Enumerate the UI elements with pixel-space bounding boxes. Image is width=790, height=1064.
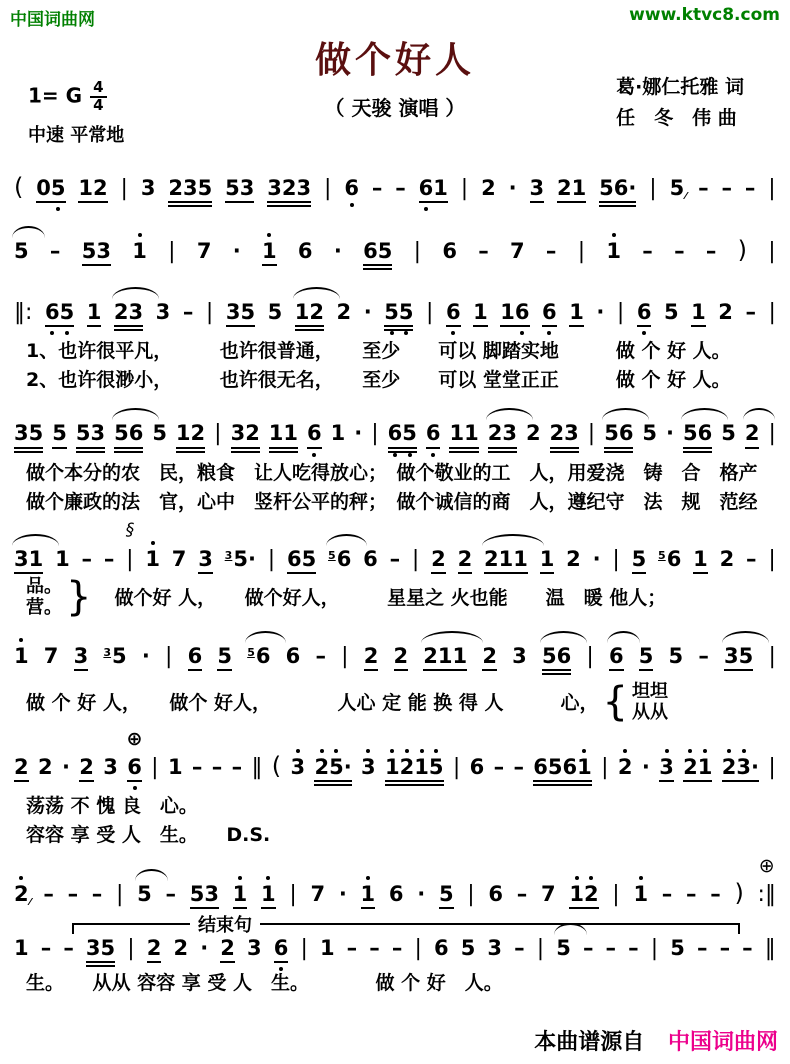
music-token: | xyxy=(768,300,776,326)
music-token: – xyxy=(719,936,731,961)
music-token: 2 xyxy=(431,547,446,574)
music-token: 2 xyxy=(617,754,633,779)
music-line-6 xyxy=(0,644,790,675)
music-token: – xyxy=(191,754,203,779)
music-token: – xyxy=(698,643,709,668)
music-token: | xyxy=(289,881,297,907)
music-token: 05 xyxy=(36,176,65,203)
music-token: – xyxy=(315,643,326,668)
music-token: – xyxy=(721,176,732,200)
music-token: | xyxy=(300,936,308,962)
music-token: – xyxy=(346,936,358,961)
music-token: 2 xyxy=(719,546,735,571)
music-token: – xyxy=(182,300,194,325)
music-token: ) xyxy=(737,236,748,265)
music-token: | xyxy=(768,546,776,572)
lyric-final: 生。 从从 容容 享 受 人 生。 做 个 好 人。 xyxy=(26,972,503,995)
music-token: – xyxy=(705,239,717,264)
music-token: $^5$6 xyxy=(328,546,352,571)
music-token: | xyxy=(452,754,461,780)
music-token: – xyxy=(516,881,528,906)
music-token: 5 xyxy=(152,421,167,446)
coda-icon: ⊕ xyxy=(758,854,775,877)
grace-note: 5 xyxy=(247,645,255,659)
music-token: | xyxy=(151,754,159,780)
music-token: 1 xyxy=(691,300,706,327)
music-token: 56 xyxy=(114,421,143,452)
music-line-7 xyxy=(0,727,790,786)
tempo-marking: 中速 平常地 xyxy=(28,124,125,146)
music-token: 3 xyxy=(103,754,118,779)
music-token: 5 xyxy=(663,300,679,325)
music-token: 5 xyxy=(670,936,685,961)
music-token: | xyxy=(127,936,135,962)
music-token: | xyxy=(650,936,659,962)
music-token: 235 xyxy=(168,176,212,207)
music-token: – xyxy=(545,239,557,264)
lyric-chorus-2 xyxy=(0,678,790,725)
site-url-link[interactable]: www.ktvc8.com xyxy=(629,5,780,25)
music-token: 6 xyxy=(388,881,404,906)
music-token: – xyxy=(40,936,52,961)
lyric-verse-2: 2、也许很渺小， 也许很无名， 至少 可以 堂堂正正 做 个 好 人。 xyxy=(26,369,731,392)
music-token: 1 xyxy=(319,936,335,961)
lyric-tail-1: 荡荡 不 愧 良 心。 xyxy=(26,794,198,817)
music-line-8 xyxy=(0,854,790,909)
music-token: ‖ xyxy=(251,754,263,780)
music-token: ) xyxy=(734,878,744,907)
lyric-verse-1: 1、也许很平凡， 也许很普通， 至少 可以 脚踏实地 做 个 好 人。 xyxy=(26,340,731,363)
music-token: 3 xyxy=(140,176,156,200)
music-token: – xyxy=(389,546,401,571)
music-token: – xyxy=(642,239,653,264)
music-token: 1 xyxy=(361,882,376,909)
music-token: · xyxy=(333,239,342,264)
grace-note: 5 xyxy=(658,548,666,562)
music-token: $^5$6 xyxy=(658,546,682,571)
music-line-1 xyxy=(0,174,790,207)
music-token: 3 xyxy=(659,755,674,782)
music-token: 211 xyxy=(423,644,467,671)
music-line-9 xyxy=(0,936,790,967)
music-token: 3 xyxy=(74,644,89,671)
music-token: 1 xyxy=(14,643,29,668)
music-token: 56· xyxy=(599,176,636,207)
grace-note: 3 xyxy=(224,548,233,562)
music-token: 3 xyxy=(487,936,503,961)
music-token: | xyxy=(425,300,434,326)
music-token: – xyxy=(81,546,92,571)
music-token: – xyxy=(686,881,697,906)
music-token: 23 xyxy=(114,300,143,331)
music-token: – xyxy=(49,239,61,264)
music-token: 61 xyxy=(419,176,448,203)
music-token: · xyxy=(354,421,363,446)
music-token: – xyxy=(391,936,403,961)
chorus-text-2: 做 个 好 人， 做个 好人， 人心 定 能 换 得 人 心， xyxy=(26,692,599,715)
music-token: $^3$5· xyxy=(224,546,256,571)
music-token: 6 xyxy=(363,546,378,571)
music-token: 1 xyxy=(540,547,555,574)
music-token: | xyxy=(586,643,594,669)
music-token: 1 xyxy=(330,421,346,446)
music-token: – xyxy=(696,936,708,961)
music-token: – xyxy=(371,176,383,200)
music-token: 6 xyxy=(488,881,504,906)
music-token: 3 xyxy=(361,754,376,779)
music-token: 32 xyxy=(231,421,260,452)
music-token: 35 xyxy=(724,644,753,671)
music-token: 5 xyxy=(217,644,232,671)
music-token: | xyxy=(165,643,173,669)
music-token: 53 xyxy=(82,239,111,266)
music-token: · xyxy=(641,754,650,779)
music-token: | xyxy=(341,643,349,669)
music-token: 6 xyxy=(637,300,652,327)
music-token: | xyxy=(768,239,776,265)
music-token: – xyxy=(744,176,756,200)
music-token: ‖ xyxy=(764,936,776,962)
music-token: :‖ ⊕ xyxy=(757,854,776,907)
music-token: 23 xyxy=(488,421,517,452)
music-token: 31 xyxy=(14,547,43,574)
lyric-bridge-2: 做个廉政的法 官，心中 竖杆公平的秤； 做个诚信的商 人，遵纪守 法 规 范经 xyxy=(26,490,758,513)
music-token: 12 xyxy=(569,882,598,909)
music-token: · xyxy=(61,754,70,779)
music-token: 1 xyxy=(145,546,160,571)
music-token: 56 xyxy=(604,421,633,452)
music-token: | xyxy=(601,754,609,780)
music-token: 211 xyxy=(484,547,528,574)
music-token: ‖: xyxy=(14,300,33,326)
music-token: · xyxy=(592,546,601,571)
music-token: 7 xyxy=(43,643,59,668)
music-token: – xyxy=(514,936,525,961)
music-token: 1 xyxy=(87,300,102,327)
music-token: 7 xyxy=(171,546,187,571)
music-token: · xyxy=(141,643,150,668)
music-token: 323 xyxy=(267,176,311,207)
footer-site-link[interactable]: 中国词曲网 xyxy=(667,1030,778,1055)
top-bar xyxy=(0,0,790,30)
music-token: | xyxy=(214,421,222,447)
music-line-2 xyxy=(0,237,790,270)
music-token: – xyxy=(745,300,756,325)
music-line-4 xyxy=(0,421,790,452)
key-signature xyxy=(28,80,124,147)
music-token: 7 xyxy=(510,239,525,264)
music-token: 6 xyxy=(433,936,449,961)
music-token: – xyxy=(628,936,639,961)
music-token: 23· xyxy=(722,755,759,782)
music-token: 5 xyxy=(668,643,684,668)
music-token: 6 xyxy=(469,754,485,779)
music-token: 2 xyxy=(718,300,733,325)
music-token: 2 xyxy=(364,644,379,671)
music-token: | xyxy=(116,881,124,907)
music-token: – xyxy=(43,881,54,906)
music-token: 55 xyxy=(384,300,413,331)
music-token: 12 xyxy=(176,421,205,452)
music-token: 5 xyxy=(639,644,654,671)
music-token: | xyxy=(414,936,422,962)
music-token: 1215 xyxy=(385,755,444,786)
music-token: – xyxy=(103,546,115,571)
music-token: – xyxy=(478,239,489,264)
music-token: | xyxy=(371,421,379,447)
music-token: – xyxy=(746,546,757,571)
music-token: 23 xyxy=(550,421,579,452)
music-token: $^5$6 xyxy=(247,643,271,668)
music-token: 12 xyxy=(78,176,107,203)
music-token: | xyxy=(168,239,176,265)
music-token: · xyxy=(666,421,675,446)
music-token: – xyxy=(165,881,176,906)
music-token: – xyxy=(67,881,79,906)
music-token: | xyxy=(768,421,776,447)
music-token: 6 xyxy=(188,644,203,671)
key-tonic: 1= G xyxy=(28,83,83,108)
music-token: 1 xyxy=(167,754,183,779)
music-token: 6 xyxy=(274,936,289,963)
music-token: 3 xyxy=(512,643,527,668)
ending-label: 结束句 xyxy=(190,911,260,937)
music-token: | xyxy=(768,643,776,669)
segno-icon: § xyxy=(125,519,135,540)
music-token: 6 ⊕ xyxy=(127,755,142,782)
music-token: 5 xyxy=(439,882,454,909)
music-token: 1 xyxy=(693,547,708,574)
credits xyxy=(616,72,744,134)
music-token: 6 xyxy=(446,300,461,327)
music-token: 25· xyxy=(314,755,351,786)
music-token: 2 xyxy=(745,421,760,448)
music-token: | xyxy=(768,176,776,201)
music-token: 6 xyxy=(297,239,313,264)
music-token: 2 xyxy=(566,546,581,571)
music-token: 2 xyxy=(14,881,29,906)
music-token: 3 xyxy=(198,547,213,574)
music-token: 2 xyxy=(173,936,189,961)
music-token: 65 xyxy=(287,547,316,574)
music-token: 3 xyxy=(247,936,262,961)
music-token: 1 xyxy=(262,239,277,266)
song-title: 做个好人 xyxy=(314,40,475,81)
music-token: 1 xyxy=(55,546,70,571)
music-token: 7 xyxy=(540,881,556,906)
music-token: 2 xyxy=(79,755,94,782)
music-token: 5 xyxy=(632,547,647,574)
right-brace: } xyxy=(66,573,92,620)
music-token: 2 xyxy=(37,754,53,779)
music-token: – xyxy=(742,936,753,961)
music-token: – xyxy=(493,754,505,779)
music-token: 6561 xyxy=(533,755,592,786)
footer-source-text: 本曲谱源自 xyxy=(534,1030,645,1055)
time-signature: $\frac{4}{4}$ xyxy=(90,80,106,114)
music-token: 2 xyxy=(482,644,497,671)
composer-credit: 任 冬 伟 曲 xyxy=(616,107,737,129)
music-token: 3 xyxy=(155,300,171,325)
music-token: 5 xyxy=(460,936,476,961)
music-token: 21 xyxy=(683,755,712,782)
music-token: | xyxy=(324,176,332,201)
music-token: 6 xyxy=(285,643,301,668)
music-token: – xyxy=(674,239,685,264)
lyric-tail-2: 容容 享 受 人 生。 D.S. xyxy=(26,823,271,846)
music-token: – xyxy=(710,881,721,906)
grace-note: 5 xyxy=(328,548,336,562)
music-token: 6 xyxy=(307,421,322,448)
music-token: 5 xyxy=(14,239,29,264)
music-token: – xyxy=(513,754,524,779)
music-token: | xyxy=(413,239,422,265)
coda-icon: ⊕ xyxy=(126,727,143,750)
music-token: 2 xyxy=(394,644,409,671)
music-token: · xyxy=(363,300,372,325)
music-token: 2 xyxy=(14,755,29,782)
music-token: | xyxy=(616,300,625,326)
music-token: 53 xyxy=(190,882,219,909)
ending-section-bracket xyxy=(72,915,740,937)
music-token: 11 xyxy=(449,421,478,452)
music-token: | xyxy=(467,881,475,907)
music-token: 56 xyxy=(683,421,712,452)
music-token: | xyxy=(120,176,128,201)
lyric-chorus-1 xyxy=(0,573,790,620)
music-token: 2 xyxy=(481,176,496,200)
music-token: 5 xyxy=(669,176,685,200)
music-token: – xyxy=(661,881,673,906)
footer xyxy=(534,1025,778,1056)
music-token: | xyxy=(577,239,586,265)
music-token: – xyxy=(211,754,223,779)
music-token: | xyxy=(460,176,469,201)
music-token: – xyxy=(91,881,103,906)
music-token: | xyxy=(587,421,596,447)
music-token: 65 xyxy=(388,421,417,452)
music-token: 21 xyxy=(557,176,586,203)
music-token: 3 xyxy=(530,176,545,203)
music-token: 6 xyxy=(609,644,624,671)
music-token: 35 xyxy=(14,421,43,452)
music-token: 5 xyxy=(52,421,67,448)
music-token: · xyxy=(596,300,605,325)
music-token: ( xyxy=(271,751,282,780)
site-name-link[interactable]: 中国词曲网 xyxy=(10,10,95,30)
alt-ending-stack: 品。 营。 xyxy=(26,575,62,618)
music-token: 1 xyxy=(233,882,248,909)
music-line-3 xyxy=(0,300,790,331)
music-token: 53 xyxy=(225,176,254,203)
music-token: 2 xyxy=(147,936,162,963)
music-token: – xyxy=(698,176,709,200)
left-brace: { xyxy=(602,678,628,725)
music-token: 5 xyxy=(556,936,571,961)
music-token: – xyxy=(231,754,243,779)
music-token: | § xyxy=(125,519,135,572)
music-token: | xyxy=(649,176,657,201)
music-token: · xyxy=(417,881,426,906)
music-token: 35 xyxy=(86,936,115,967)
music-token: | xyxy=(612,546,620,572)
music-token: – xyxy=(63,936,74,961)
music-token: 12 xyxy=(295,300,324,331)
music-token: | xyxy=(205,300,214,326)
music-token: 6 xyxy=(542,300,557,327)
music-token: 2 xyxy=(525,421,541,446)
alt-ending-stack-2: 坦坦 从从 xyxy=(632,680,668,723)
music-token: | xyxy=(536,936,545,962)
music-token: 7 xyxy=(310,881,326,906)
music-token: | xyxy=(768,754,776,780)
music-token: 2 xyxy=(458,547,473,574)
music-token: 1 xyxy=(569,300,584,327)
music-token: · xyxy=(200,936,209,961)
music-token: 1 xyxy=(473,300,488,327)
music-token: – xyxy=(369,936,380,961)
music-token: 1 xyxy=(14,936,29,961)
music-token: – xyxy=(582,936,594,961)
music-token: 5 xyxy=(137,881,152,906)
music-token: – xyxy=(605,936,617,961)
music-token: 16 xyxy=(500,300,529,327)
music-token: 2 xyxy=(336,300,352,325)
chorus-text: 做个好 人， 做个好人， 星星之 火也能 温 暖 他人； xyxy=(95,587,667,610)
music-token: 2 xyxy=(220,936,235,963)
lyricist-credit: 葛·娜仁托雅 词 xyxy=(616,76,744,98)
music-token: · xyxy=(508,176,517,200)
music-token: · xyxy=(232,239,241,264)
music-token: 5 xyxy=(721,421,736,446)
score-header xyxy=(0,30,790,148)
music-token: 6 xyxy=(442,239,457,264)
music-token: · xyxy=(338,881,347,906)
performer-subtitle: （ 天骏 演唱 ） xyxy=(324,96,466,120)
ending-bracket-line xyxy=(72,923,740,934)
music-token: | xyxy=(267,546,276,572)
music-token: 5 xyxy=(642,421,658,446)
music-token: 53 xyxy=(76,421,105,452)
music-token: | xyxy=(411,546,420,572)
music-token: 6 xyxy=(426,421,441,448)
music-token: 65 xyxy=(363,239,392,270)
music-token: $^3$5 xyxy=(103,643,127,668)
music-token: 3 xyxy=(290,754,306,779)
music-token: 1 xyxy=(261,882,276,909)
grace-note: 3 xyxy=(103,645,112,659)
music-token: 7 xyxy=(196,239,212,264)
music-token: 6 xyxy=(344,176,359,200)
lyric-bridge-1: 做个本分的农 民，粮食 让人吃得放心； 做个敬业的工 人，用爱浇 铸 合 格产 xyxy=(26,461,758,484)
music-token: 11 xyxy=(269,421,298,452)
music-token: 1 xyxy=(633,881,649,906)
music-token: ( xyxy=(14,173,24,201)
music-line-5 xyxy=(0,519,790,574)
music-token: 56 xyxy=(542,644,571,675)
music-token: 65 xyxy=(45,300,74,327)
music-token: 35 xyxy=(226,300,255,327)
music-token: 1 xyxy=(606,239,622,264)
music-token: | xyxy=(612,881,620,907)
music-token: 5 xyxy=(267,300,283,325)
music-token: 1 xyxy=(132,239,147,264)
music-token: – xyxy=(395,176,406,200)
